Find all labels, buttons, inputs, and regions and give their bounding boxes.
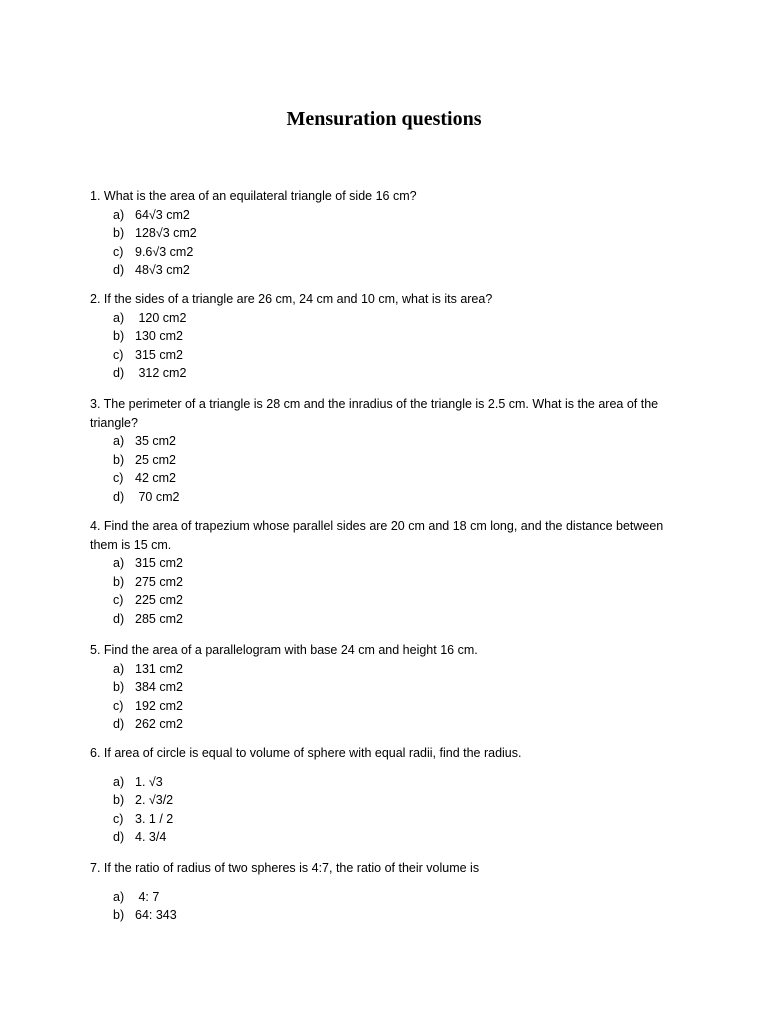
option-letter: c) bbox=[113, 244, 124, 259]
option-b bbox=[90, 224, 680, 243]
option-text: 128√3 cm2 bbox=[135, 226, 197, 241]
option-text: 4: 7 bbox=[135, 889, 160, 904]
option-letter: a) bbox=[113, 889, 125, 904]
question-2 bbox=[90, 290, 680, 383]
option-text: 4. 3/4 bbox=[135, 830, 167, 845]
option-b bbox=[90, 573, 680, 592]
option-text: 3. 1 / 2 bbox=[135, 811, 174, 826]
question-5 bbox=[90, 641, 680, 734]
question-text: 4. Find the area of trapezium whose parallel sides are 20 cm and 18 cm long, and the distance between them is 15 cm. bbox=[90, 519, 664, 552]
option-b bbox=[90, 451, 680, 470]
option-text: 70 cm2 bbox=[135, 489, 180, 504]
option-letter: d) bbox=[113, 611, 125, 626]
option-letter: b) bbox=[113, 793, 125, 808]
option-letter: a) bbox=[113, 207, 125, 222]
option-d bbox=[90, 261, 680, 280]
option-text: 131 cm2 bbox=[135, 661, 183, 676]
option-letter: b) bbox=[113, 329, 125, 344]
options-list bbox=[90, 206, 680, 280]
question-6 bbox=[90, 744, 680, 847]
option-letter: c) bbox=[113, 347, 124, 362]
option-d bbox=[90, 364, 680, 383]
option-letter: c) bbox=[113, 811, 124, 826]
option-a bbox=[90, 432, 680, 451]
question-text: 2. If the sides of a triangle are 26 cm, 24 cm and 10 cm, what is its area? bbox=[90, 292, 493, 306]
question-text: 3. The perimeter of a triangle is 28 cm and the inradius of the triangle is 2.5 cm. What is the area of the triangle? bbox=[90, 397, 659, 430]
option-a bbox=[90, 888, 680, 907]
option-letter: a) bbox=[113, 661, 125, 676]
option-text: 48√3 cm2 bbox=[135, 263, 190, 278]
option-text: 25 cm2 bbox=[135, 452, 176, 467]
option-text: 384 cm2 bbox=[135, 680, 183, 695]
option-text: 35 cm2 bbox=[135, 434, 176, 448]
option-text: 42 cm2 bbox=[135, 471, 176, 486]
question-4 bbox=[90, 517, 680, 628]
option-text: 275 cm2 bbox=[135, 574, 183, 589]
option-a bbox=[90, 206, 680, 225]
question-7 bbox=[90, 859, 680, 925]
option-letter: d) bbox=[113, 489, 125, 504]
option-a bbox=[90, 309, 680, 328]
option-text: 64: 343 bbox=[135, 908, 177, 923]
option-letter: c) bbox=[113, 593, 124, 608]
option-b bbox=[90, 906, 680, 925]
option-letter: b) bbox=[113, 574, 125, 589]
option-a bbox=[90, 773, 680, 792]
option-letter: d) bbox=[113, 830, 125, 845]
options-list bbox=[90, 773, 680, 847]
option-text: 9.6√3 cm2 bbox=[135, 244, 194, 259]
option-b bbox=[90, 678, 680, 697]
option-letter: b) bbox=[113, 680, 125, 695]
option-d bbox=[90, 610, 680, 629]
option-text: 130 cm2 bbox=[135, 329, 183, 344]
option-c bbox=[90, 243, 680, 262]
question-text: 5. Find the area of a parallelogram with base 24 cm and height 16 cm. bbox=[90, 643, 478, 657]
option-c bbox=[90, 697, 680, 716]
option-c bbox=[90, 591, 680, 610]
option-letter: d) bbox=[113, 717, 125, 732]
option-text: 1. √3 bbox=[135, 774, 163, 789]
option-text: 312 cm2 bbox=[135, 366, 187, 381]
option-letter: d) bbox=[113, 263, 125, 278]
option-letter: c) bbox=[113, 471, 124, 486]
question-text: 6. If area of circle is equal to volume of sphere with equal radii, find the radius. bbox=[90, 746, 522, 760]
question-3 bbox=[90, 395, 680, 506]
option-letter: b) bbox=[113, 452, 125, 467]
options-list bbox=[90, 888, 680, 925]
option-c bbox=[90, 346, 680, 365]
options-list bbox=[90, 554, 680, 628]
options-list bbox=[90, 660, 680, 734]
option-text: 64√3 cm2 bbox=[135, 207, 190, 222]
option-d bbox=[90, 488, 680, 507]
option-a bbox=[90, 660, 680, 679]
option-letter: d) bbox=[113, 366, 125, 381]
option-a bbox=[90, 554, 680, 573]
option-b bbox=[90, 327, 680, 346]
option-letter: a) bbox=[113, 434, 125, 448]
options-list bbox=[90, 432, 680, 506]
option-letter: a) bbox=[113, 310, 125, 325]
options-list bbox=[90, 309, 680, 383]
page-title: Mensuration questions bbox=[286, 108, 482, 130]
option-text: 262 cm2 bbox=[135, 717, 183, 732]
option-text: 225 cm2 bbox=[135, 593, 183, 608]
option-b bbox=[90, 791, 680, 810]
option-letter: a) bbox=[113, 774, 125, 789]
option-letter: b) bbox=[113, 908, 125, 923]
question-text: 1. What is the area of an equilateral triangle of side 16 cm? bbox=[90, 189, 417, 203]
option-letter: c) bbox=[113, 698, 124, 713]
option-c bbox=[90, 469, 680, 488]
question-text: 7. If the ratio of radius of two spheres is 4:7, the ratio of their volume is bbox=[90, 861, 480, 875]
option-letter: b) bbox=[113, 226, 125, 241]
option-text: 192 cm2 bbox=[135, 698, 183, 713]
option-text: 120 cm2 bbox=[135, 310, 187, 325]
question-1 bbox=[90, 187, 680, 280]
option-letter: a) bbox=[113, 556, 125, 570]
option-text: 315 cm2 bbox=[135, 556, 183, 570]
option-d bbox=[90, 828, 680, 847]
option-c bbox=[90, 810, 680, 829]
option-text: 285 cm2 bbox=[135, 611, 183, 626]
option-d bbox=[90, 715, 680, 734]
option-text: 2. √3/2 bbox=[135, 793, 174, 808]
option-text: 315 cm2 bbox=[135, 347, 183, 362]
